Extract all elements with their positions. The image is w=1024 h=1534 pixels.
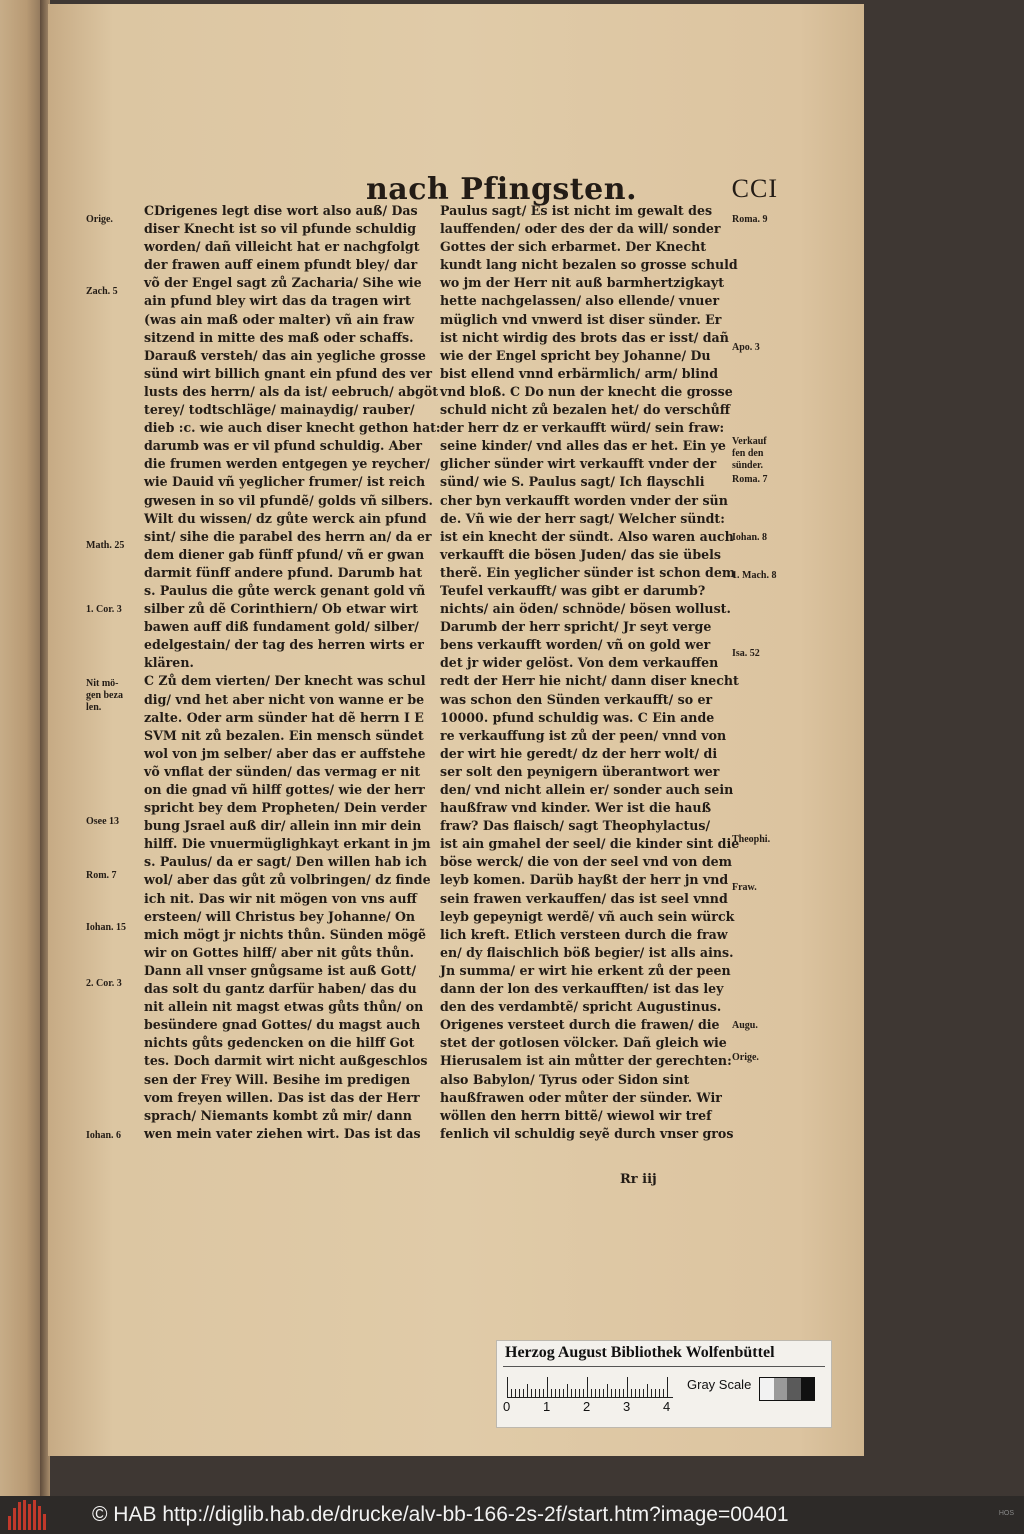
text-line: wie Dauid vñ yeglicher frumer/ ist reich — [144, 474, 426, 490]
ruler-tick — [631, 1389, 632, 1397]
ruler-tick — [635, 1389, 636, 1397]
text-line: nichts/ ain öden/ schnöde/ bösen wollust. — [440, 601, 731, 617]
ruler-tick — [627, 1377, 628, 1397]
label-divider — [503, 1366, 825, 1367]
gray-swatch — [774, 1378, 788, 1400]
ruler-tick — [555, 1389, 556, 1397]
ruler-tick — [607, 1384, 608, 1397]
text-line: ain pfund bley wirt das da tragen wirt — [144, 293, 411, 309]
text-line: Dann all vnser gnůgsame ist auß Gott/ — [144, 962, 417, 978]
text-line: s. Paulus/ da er sagt/ Den willen hab ich — [144, 854, 427, 870]
ruler-tick — [615, 1389, 616, 1397]
text-line: wen mein vater ziehen wirt. Das ist das — [144, 1125, 421, 1141]
margin-note: Iohan. 8 — [732, 532, 768, 543]
text-column-left — [144, 202, 441, 1143]
ruler-tick — [639, 1389, 640, 1397]
text-line: sein frawen verkauffen/ das ist seel vnnd — [440, 890, 728, 906]
text-line: de. Vñ wie der herr sagt/ Welcher sündt: — [440, 510, 725, 526]
text-line: hette nachgelassen/ also ellende/ vnuer — [440, 293, 720, 309]
ruler-tick — [643, 1389, 644, 1397]
text-line: lich kreft. Etlich versteen durch die fraw — [440, 926, 728, 942]
text-line: zalte. Oder arm sünder hat dẽ herrn I E — [144, 709, 424, 725]
logo-bar — [38, 1506, 41, 1530]
hab-logo-icon — [8, 1500, 46, 1530]
text-line: das solt du gantz darfür haben/ das du — [144, 981, 417, 997]
text-line: redt der Herr hie nicht/ dann diser knecht — [440, 673, 739, 689]
text-line: fenlich vil schuldig seyẽ durch vnser gros — [440, 1125, 734, 1141]
margin-note: Isa. 52 — [732, 648, 760, 659]
text-line: also Babylon/ Tyrus oder Sidon sint — [440, 1071, 690, 1087]
text-line: darumb was er vil pfund schuldig. Aber — [144, 438, 423, 454]
text-line: spricht bey dem Propheten/ Dein verder — [144, 800, 427, 816]
text-column-right — [440, 202, 739, 1143]
logo-bar — [8, 1516, 11, 1530]
text-line: nit allein nit magst etwas gůts thůn/ on — [144, 999, 424, 1015]
text-line: s. Paulus die gůte werck genant gold vñ — [144, 582, 426, 598]
text-line: Jn summa/ er wirt hie erkent zů der peen — [440, 962, 731, 978]
ruler-tick — [599, 1389, 600, 1397]
text-line: on die gnad vñ hilff gottes/ wie der herr — [144, 782, 425, 797]
text-line: müglich vnd vnwerd ist diser sünder. Er — [440, 311, 722, 327]
margin-note: Orige. — [732, 1052, 759, 1063]
ruler-tick — [567, 1384, 568, 1397]
text-line: leyb komen. Darüb hayßt der herr jn vnd — [440, 872, 729, 888]
text-line: võ vnflat der sünden/ das vermag er nit — [144, 763, 421, 779]
text-line: nichts gůts gedencken on die hilff Got — [144, 1035, 415, 1051]
text-line: CDrigenes legt dise wort also auß/ Das — [144, 203, 418, 218]
text-line: sünd/ wie S. Paulus sagt/ Ich flayschli — [440, 474, 705, 490]
ruler-tick — [523, 1389, 524, 1397]
folio-number: CCI — [731, 174, 778, 203]
text-line: tes. Doch darmit wirt nicht außgeschlos — [144, 1053, 428, 1069]
text-line: besündere gnad Gottes/ du magst auch — [144, 1017, 421, 1033]
text-line: der wirt hie geredt/ dz der herr wolt/ di — [440, 745, 718, 761]
text-line: glicher sünder wirt verkaufft vnder der — [440, 456, 717, 472]
ruler-number: 1 — [543, 1399, 551, 1414]
margin-note: fen den — [732, 448, 764, 459]
text-line: seine kinder/ vnd alles das er het. Ein ye — [440, 438, 726, 454]
library-name: Herzog August Bibliothek Wolfenbüttel — [505, 1344, 775, 1361]
text-line: lusts des herrn/ als da ist/ eebruch/ abgöt — [144, 383, 439, 399]
margin-note: sünder. — [732, 460, 764, 471]
text-line: wöllen den herrn bittẽ/ wiewol wir tref — [440, 1107, 712, 1123]
margin-note: len. — [86, 702, 102, 713]
text-line: SVM nit zů bezalen. Ein mensch sündet — [144, 727, 424, 743]
text-line: therẽ. Ein yeglicher sünder ist schon dem — [440, 564, 736, 580]
text-line: klären. — [144, 655, 194, 671]
margin-note: 1. Mach. 8 — [732, 570, 777, 581]
text-line: ersteen/ will Christus bey Johanne/ On — [144, 908, 416, 924]
text-line: ser solt den peynigern überantwort wer — [440, 763, 720, 779]
margin-note: Roma. 9 — [732, 214, 768, 225]
running-title: nach Pfingsten. — [366, 172, 638, 207]
margin-note: Orige. — [86, 214, 113, 225]
logo-bar — [43, 1514, 46, 1530]
text-line: bist ellend vnnd erbärmlich/ arm/ blind — [440, 365, 719, 381]
text-line: Hierusalem ist ain můtter der gerechten: — [440, 1053, 732, 1069]
text-line: kundt lang nicht bezalen so grosse schuld — [440, 257, 738, 273]
ruler-tick — [583, 1389, 584, 1397]
ruler-tick — [547, 1377, 548, 1397]
gray-swatch — [801, 1378, 815, 1400]
logo-bar — [33, 1500, 36, 1530]
ruler-numbers — [503, 1399, 683, 1419]
margin-note: Zach. 5 — [86, 286, 118, 297]
catchword: Rr iij — [620, 1172, 657, 1187]
ruler-tick — [579, 1389, 580, 1397]
copyright-link[interactable]: © HAB http://diglib.hab.de/drucke/alv-bb-166-2s-2f/start.htm?image=00401 — [92, 1503, 789, 1526]
facing-page-edge — [0, 0, 44, 1496]
margin-note: 2. Cor. 3 — [86, 978, 122, 989]
text-line: dann der lon des verkaufften/ ist das ley — [440, 981, 724, 997]
ruler-number: 4 — [663, 1399, 671, 1414]
text-line: lauffenden/ oder des der da will/ sonder — [440, 221, 721, 237]
text-line: leyb gepeynigt werdẽ/ vñ auch sein würck — [440, 908, 735, 924]
ruler-tick — [667, 1377, 668, 1397]
text-line: Gottes der sich erbarmet. Der Knecht — [440, 239, 707, 255]
text-line: haußfraw vnd kinder. Wer ist die hauß — [440, 800, 712, 816]
scale-ruler — [507, 1375, 673, 1398]
text-line: wol/ aber das gůt zů volbringen/ dz finde — [144, 872, 431, 888]
text-line: vnd bloß. C Do nun der knecht die grosse — [440, 383, 733, 399]
gray-scale-label: Gray Scale — [687, 1377, 752, 1392]
logo-bar — [13, 1508, 16, 1530]
ruler-tick — [519, 1389, 520, 1397]
gray-swatch — [787, 1378, 801, 1400]
text-line: vom freyen willen. Das ist das der Herr — [144, 1089, 420, 1105]
text-line: võ der Engel sagt zů Zacharia/ Sihe wie — [144, 275, 422, 291]
text-line: det jr wider gelöst. Von dem verkauffen — [440, 655, 719, 671]
text-line: diser Knecht ist so vil pfunde schuldig — [144, 221, 417, 237]
text-line: wol von jm selber/ aber das er auffstehe — [144, 745, 426, 761]
margin-note: Roma. 7 — [732, 474, 768, 485]
text-line: re verkauffung ist zů der peen/ vnnd von — [440, 727, 727, 743]
ruler-tick — [511, 1389, 512, 1397]
ruler-tick — [591, 1389, 592, 1397]
text-line: Darumb der herr spricht/ Jr seyt verge — [440, 619, 712, 635]
text-line: dig/ vnd het aber nicht von wanne er be — [144, 691, 425, 707]
ruler-tick — [539, 1389, 540, 1397]
text-line: sprach/ Niemants kombt zů mir/ dann — [144, 1107, 412, 1123]
ruler-tick — [619, 1389, 620, 1397]
margin-note: 1. Cor. 3 — [86, 604, 122, 615]
margin-note: Augu. — [732, 1020, 758, 1031]
margin-note: Math. 25 — [86, 540, 125, 551]
ruler-tick — [575, 1389, 576, 1397]
gray-scale-swatches — [759, 1377, 815, 1401]
text-line: böse werck/ die von der seel vnd von dem — [440, 854, 732, 870]
text-line: den des verdambtẽ/ spricht Augustinus. — [440, 999, 722, 1015]
text-line: wie der Engel spricht bey Johanne/ Du — [440, 347, 711, 363]
text-line: en/ dy flaischlich böß begier/ ist alls ains. — [440, 944, 734, 960]
text-line: mich mögt jr nichts thůn. Sünden mögẽ — [144, 926, 427, 942]
ruler-number: 0 — [503, 1399, 511, 1414]
text-line: silber zů dẽ Corinthiern/ Ob etwar wirt — [144, 601, 419, 617]
footer-small-mark: HOS — [998, 1510, 1014, 1517]
margin-note: Iohan. 6 — [86, 1130, 122, 1141]
ruler-number: 3 — [623, 1399, 631, 1414]
margin-note: Apo. 3 — [732, 342, 760, 353]
text-line: stet der gotlosen völcker. Dañ gleich wie — [440, 1035, 727, 1051]
text-line: die frumen werden entgegen ye reycher/ — [144, 456, 430, 472]
ruler-tick — [663, 1389, 664, 1397]
text-line: sint/ sihe die parabel des herrn an/ da er — [144, 528, 432, 544]
text-line: sen der Frey Will. Besihe im predigen — [144, 1071, 411, 1087]
text-line: dem diener gab fünff pfund/ vñ er gwan — [144, 546, 425, 562]
text-line: Darauß versteh/ das ain yegliche grosse — [144, 347, 426, 363]
ruler-tick — [647, 1384, 648, 1397]
ruler-tick — [655, 1389, 656, 1397]
text-line: 10000. pfund schuldig was. C Ein ande — [440, 709, 715, 725]
margin-note: Nit mö- — [86, 678, 119, 689]
margin-note: Fraw. — [732, 882, 757, 893]
text-line: Paulus sagt/ Es ist nicht im gewalt des — [440, 203, 713, 218]
text-line: hilff. Die vnuermüglighkayt erkant in jm — [144, 836, 431, 852]
margin-note: Verkauf — [732, 436, 767, 447]
ruler-tick — [507, 1377, 508, 1397]
margin-note: Osee 13 — [86, 816, 120, 827]
library-color-label — [496, 1340, 832, 1428]
ruler-tick — [543, 1389, 544, 1397]
text-line: terey/ todtschläge/ mainaydig/ rauber/ — [144, 402, 415, 418]
text-line: ist ain gmahel der seel/ die kinder sint die — [440, 836, 740, 852]
text-line: wir on Gottes hilff/ aber nit gůts thůn. — [144, 944, 414, 960]
text-line: Teufel verkaufft/ was gibt er darumb? — [440, 582, 706, 598]
logo-bar — [28, 1504, 31, 1530]
text-line: gwesen in so vil pfundẽ/ golds vñ silbers. — [144, 492, 433, 508]
gray-swatch — [760, 1378, 774, 1400]
ruler-tick — [587, 1377, 588, 1397]
text-line: C Zů dem vierten/ Der knecht was schul — [144, 673, 426, 689]
text-line: bawen auff diß fundament gold/ silber/ — [144, 619, 419, 635]
margin-note: Iohan. 15 — [86, 922, 127, 933]
text-line: ist nicht wirdig des brots das er isst/ dañ — [440, 329, 729, 345]
ruler-tick — [563, 1389, 564, 1397]
ruler-tick — [595, 1389, 596, 1397]
logo-bar — [18, 1502, 21, 1530]
text-line: (was ain maß oder malter) vñ ain fraw — [144, 311, 415, 327]
margin-note: gen beza — [86, 690, 123, 701]
text-line: schuld nicht zů bezalen het/ do verschůff — [440, 402, 731, 418]
ruler-tick — [531, 1389, 532, 1397]
text-line: sünd wirt billich gnant ein pfund des ver — [144, 365, 433, 381]
text-line: cher byn verkaufft worden vnder der sün — [440, 492, 728, 508]
text-line: verkaufft die bösen Juden/ das sie übels — [440, 546, 722, 562]
ruler-tick — [535, 1389, 536, 1397]
text-line: ich nit. Das wir nit mögen von vns auff — [144, 890, 417, 906]
ruler-tick — [611, 1389, 612, 1397]
text-line: bung Jsrael auß dir/ allein inn mir dein — [144, 818, 422, 834]
text-line: den/ vnd nicht allein er/ sonder auch sein — [440, 782, 734, 797]
ruler-tick — [659, 1389, 660, 1397]
ruler-tick — [651, 1389, 652, 1397]
ruler-tick — [571, 1389, 572, 1397]
text-line: sitzend in mitte des maß oder schaffs. — [144, 329, 414, 345]
text-line: was schon den Sünden verkaufft/ so er — [440, 691, 713, 707]
logo-bar — [23, 1500, 26, 1530]
text-line: worden/ dañ villeicht hat er nachgfolgt — [144, 239, 420, 255]
ruler-tick — [559, 1389, 560, 1397]
text-line: fraw? Das flaisch/ sagt Theophylactus/ — [440, 818, 711, 834]
text-line: bens verkaufft worden/ vñ on gold wer — [440, 637, 711, 653]
text-line: darmit fünff andere pfund. Darumb hat — [144, 564, 423, 580]
ruler-tick — [515, 1389, 516, 1397]
text-line: haußfrawen oder můter der sünder. Wir — [440, 1089, 722, 1105]
text-line: der herr dz er verkaufft würd/ sein fraw: — [440, 420, 725, 436]
margin-note: Rom. 7 — [86, 870, 117, 881]
ruler-tick — [551, 1389, 552, 1397]
margin-note: Theophi. — [732, 834, 771, 845]
text-line: edelgestain/ der tag des herren wirts er — [144, 637, 424, 653]
text-line: Origenes versteet durch die frawen/ die — [440, 1017, 720, 1033]
text-line: ist ein knecht der sündt. Also waren auch — [440, 528, 734, 544]
text-line: Wilt du wissen/ dz gůte werck ain pfund — [144, 510, 427, 526]
book-page — [48, 4, 864, 1456]
text-line: wo jm der Herr nit auß barmhertzigkayt — [440, 275, 725, 291]
ruler-number: 2 — [583, 1399, 591, 1414]
text-line: dieb :c. wie auch diser knecht gethon hat: — [144, 420, 441, 436]
footer-bar — [0, 1496, 1024, 1534]
text-line: der frawen auff einem pfundt bley/ dar — [144, 257, 418, 273]
ruler-tick — [623, 1389, 624, 1397]
ruler-tick — [603, 1389, 604, 1397]
ruler-tick — [527, 1384, 528, 1397]
